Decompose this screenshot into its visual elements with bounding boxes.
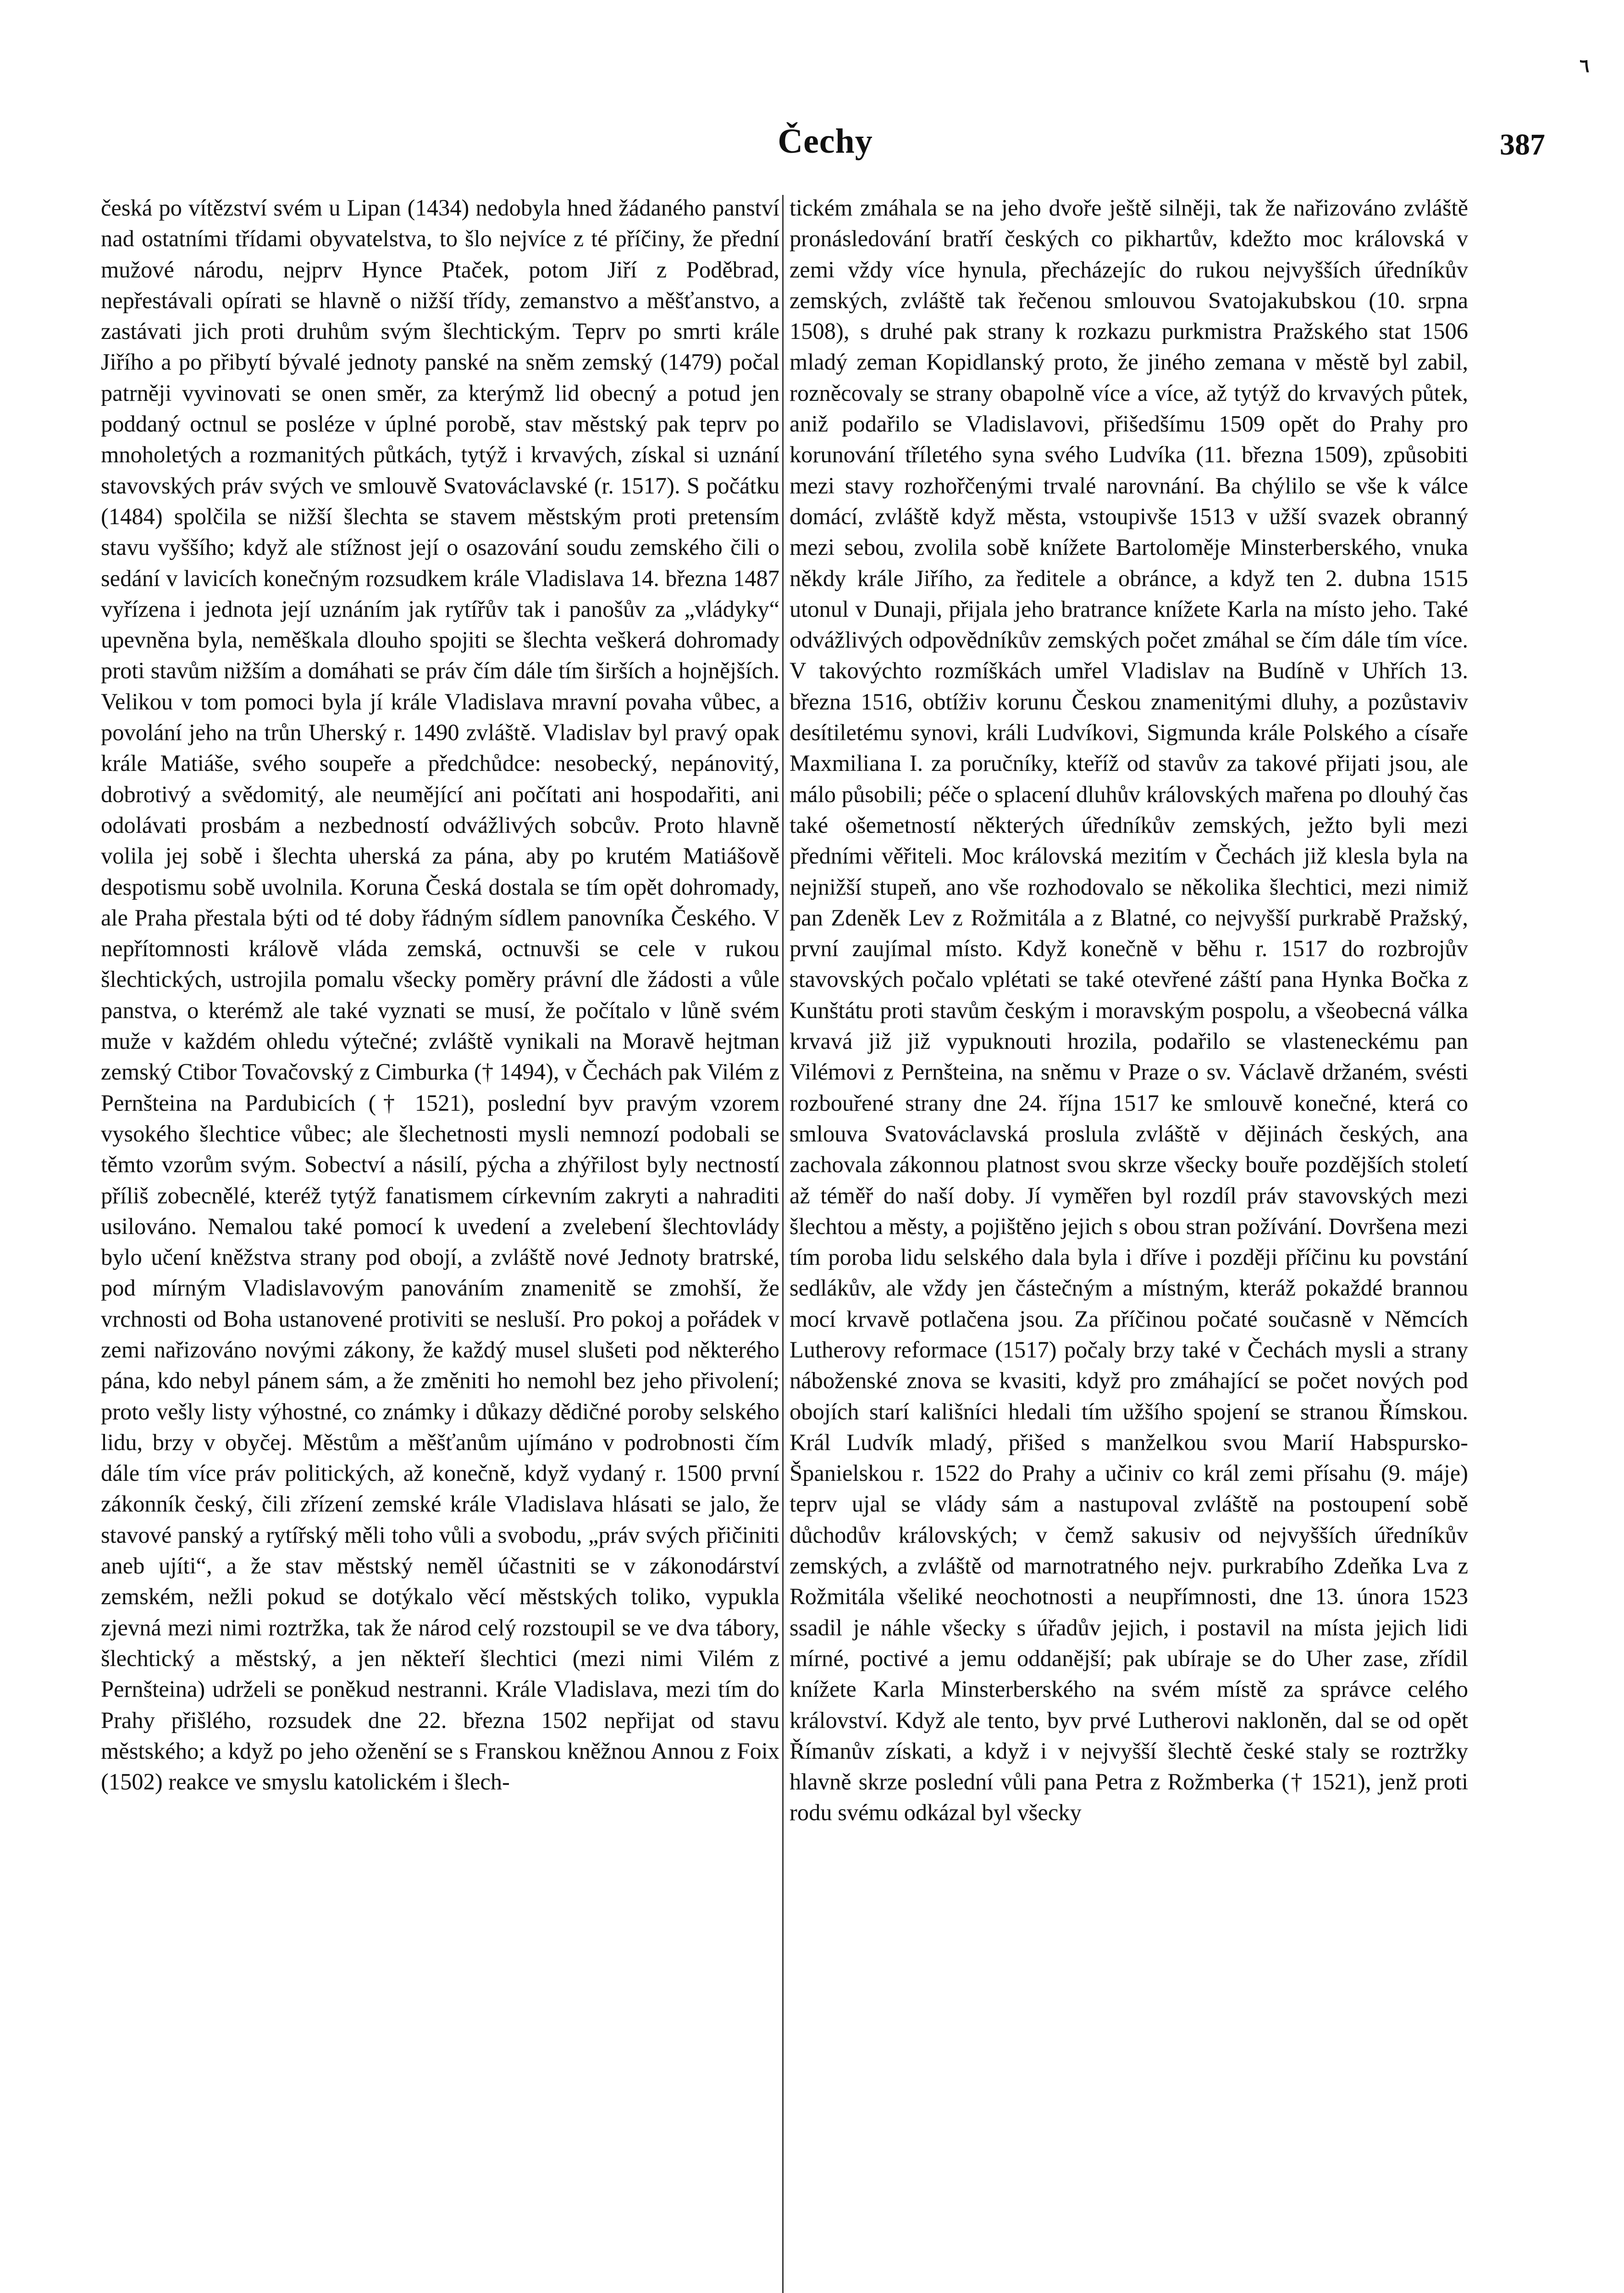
left-column bbox=[101, 193, 779, 1797]
page-number: 387 bbox=[1500, 128, 1545, 161]
right-column bbox=[790, 193, 1468, 1828]
left-column-text: česká po vítězství svém u Lipan (1434) nedobyla hned žádaného panství nad ostatními třídami obyvatelstva, to šlo nejvíce z té příčiny, že přední mužové národu, nejprv Hynce Ptaček, potom Jiří z Poděbrad, nepřestávali opírati se hlavně o nižší třídy, zemanstvo a měšťanstvo, a zastávati jich proti druhům svým šlechtickým. Teprv po smrti krále Jiřího a po přibytí bývalé jednoty panské na sněm zemský (1479) počal patrněji vyvinovati se onen směr, za kterýmž lid obecný a potud jen poddaný octnul se posléze v úplné porobě, stav městský pak teprv po mnoholetých a rozmanitých půtkách, tytýž i krvavých, získal si uznání stavovských práv svých ve smlouvě Svatováclavské (r. 1517). S počátku (1484) spolčila se nižší šlechta se stavem městským proti pretensím stavu vyššího; když ale stížnost její o osazování soudu zemského čili o sedání v lavicích konečným rozsudkem krále Vladislava 14. března 1487 vyřízena i jednota její uznáním jak rytířův tak i panošův za „vládyky“ upevněna byla, neměškala dlouho spojiti se šlechta veškerá dohromady proti stavům nižším a domáhati se práv čím dále tím širších a hojnějších. Velikou v tom pomoci byla jí krále Vladislava mravní povaha vůbec, a povolání jeho na trůn Uherský r. 1490 zvláště. Vladislav byl pravý opak krále Matiáše, svého soupeře a předchůdce: nesobecký, nepánovitý, dobrotivý a svědomitý, ale neumějící ani počítati ani hospodařiti, ani odolávati prosbám a nezbedností odvážlivých sobcův. Proto hlavně volila jej sobě i šlechta uherská za pána, aby po krutém Matiášově despotismu sobě uvolnila. Koruna Česká dostala se tím opět dohromady, ale Praha přestala býti od té doby řádným sídlem panovníka Českého. V nepřítomnosti králově vláda zemská, octnuvši se cele v rukou šlechtických, ustrojila pomalu všecky poměry právní dle žádosti a vůle panstva, o kterémž ale také vyznati se musí, že počítalo v lůně svém muže v každém ohledu výtečné; zvláště vynikali na Moravě hejtman zemský Ctibor Tovačovský z Cimburka († 1494), v Čechách pak Vilém z Pernšteina na Pardubicích († 1521), poslední byv pravým vzorem vysokého šlechtice vůbec; ale šlechetnosti mysli nemnozí podobali se těmto vzorům svým. Sobectví a násilí, pýcha a zhýřilost byly nectností příliš zobecnělé, kteréž tytýž fanatismem církevním zakryti a nahraditi usilováno. Nemalou také pomocí k uvedení a zvelebení šlechtovlády bylo učení kněžstva strany pod obojí, a zvláště nové Jednoty bratrské, pod mírným Vladislavovým panováním znamenitě se zmohší, že vrchnosti od Boha ustanovené protiviti se nesluší. Pro pokoj a pořádek v zemi nařizováno novými zákony, že každý musel slušeti pod některého pána, kdo nebyl pánem sám, a že změniti ho nemohl bez jeho přivolení; proto vešly listy výhostné, co známky i důkazy dědičné poroby selského lidu, brzy v obyčej. Městům a měšťanům ujímáno v podrobnosti čím dále tím více práv politických, až konečně, když vydaný r. 1500 první zákonník český, čili zřízení zemské krále Vladislava hlásati se jalo, že stavové panský a rytířský měli toho vůli a svobodu, „práv svých přičiniti aneb ujíti“, a že stav městský neměl účastniti se v zákonodárství zemském, nežli pokud se dotýkalo věcí městských toliko, vypukla zjevná mezi nimi roztržka, tak že národ celý rozstoupil se ve dva tábory, šlechtický a městský, a jen někteří šlechtici (mezi nimi Vilém z Pernšteina) udrželi se poněkud nestranni. Krále Vladislava, mezi tím do Prahy přišlého, rozsudek dne 22. března 1502 nepřijat od stavu městského; a když po jeho oženění se s Franskou kněžnou Annou z Foix (1502) reakce ve smyslu katolickém i šlech- bbox=[101, 195, 779, 1795]
right-column-text: tickém zmáhala se na jeho dvoře ještě silněji, tak že nařizováno zvláště pronásledování bratří českých co pikhartův, kdežto moc královská v zemi vždy více hynula, přecházejíc do rukou nejvyšších úředníkův zemských, zvláště tak řečenou smlouvou Svatojakubskou (10. srpna 1508), s druhé pak strany k rozkazu purkmistra Pražského stat 1506 mladý zeman Kopidlanský proto, že jiného zemana v městě byl zabil, rozněcovaly se strany obapolně více a více, až tytýž do krvavých půtek, aniž podařilo se Vladislavovi, přišedšímu 1509 opět do Prahy pro korunování tříletého syna svého Ludvíka (11. března 1509), způsobiti mezi stavy rozhořčenými trvalé narovnání. Ba chýlilo se vše k válce domácí, zvláště když města, vstoupivše 1513 v užší svazek obranný mezi sebou, zvolila sobě knížete Bartoloměje Minsterberského, vnuka někdy krále Jiřího, za ředitele a obránce, a když ten 2. dubna 1515 utonul v Dunaji, přijala jeho bratrance knížete Karla na místo jeho. Také odvážlivých odpovědníkův zemských počet zmáhal se čím dále tím více. V takovýchto rozmíškách umřel Vladislav na Budíně v Uhřích 13. března 1516, obtíživ korunu Českou znamenitými dluhy, a pozůstaviv desítiletému synovi, králi Ludvíkovi, Sigmunda krále Polského a císaře Maxmiliana I. za poručníky, kteříž od stavův za takové přijati jsou, ale málo působili; péče o splacení dluhův královských mařena po dlouhý čas také ošemetností některých úředníkův zemských, ježto byli mezi předními věřiteli. Moc královská mezitím v Čechách již klesla byla na nejnižší stupeň, ano vše rozhodovalo se několika šlechtici, mezi nimiž pan Zdeněk Lev z Rožmitála a z Blatné, co nejvyšší purkrabě Pražský, první zaujímal místo. Když konečně v běhu r. 1517 do rozbrojův stavovských počalo vplétati se také otevřené záští pana Hynka Bočka z Kunštátu proti stavům českým i moravským pospolu, a všeobecná válka krvavá již již vypuknouti hrozila, podařilo se vlasteneckému pan Vilémovi z Pernšteina, na sněmu v Praze o sv. Václavě držaném, svésti rozbouřené strany dne 24. října 1517 ke smlouvě konečné, která co smlouva Svatováclavská proslula zvláště v dějinách českých, ana zachovala zákonnou platnost svou skrze všecky bouře pozdějších století až téměř do naší doby. Jí vyměřen byl rozdíl práv stavovských mezi šlechtou a městy, a pojištěno jejich s obou stran požívání. Dovršena mezi tím poroba lidu selského dala byla i dříve i později příčinu ku povstání sedlákův, ale vždy jen částečným a místným, kteráž pokaždé brannou mocí krvavě potlačena jsou. Za příčinou počaté současně v Němcích Lutherovy reformace (1517) počaly brzy také v Čechách mysli a strany náboženské znova se kvasiti, když pro zmáhající se počet nových pod obojích starí kališníci hledali tím užšího spojení se stranou Římskou. Král Ludvík mladý, přišed s manželkou svou Marií Habspurskо-Španielskou r. 1522 do Prahy a učiniv co král zemi přísahu (9. máje) teprv ujal se vlády sám a nastupoval zvláště na postoupení sobě důchodův královských; v čemž sakusiv od nejvyšších úředníkův zemských, a zvláště od marnotratného nejv. purkrabího Zdeňka Lva z Rožmitála všeliké neochotnosti a neupřímnosti, dne 13. února 1523 ssadil je náhle všecky s úřadův jejich, i postavil na místa jejich lidi mírné, poctivé a jemu oddanější; pak ubíraje se do Uher zase, zřídil knížete Karla Minsterberského na svém místě za správce celého království. Když ale tento, byv prvé Lutherovi nakloněn, dal se od opět Římanův získati, a když i v nejvyšší šlechtě české staly se roztržky hlavně skrze poslední vůli pana Petra z Rožmberka († 1521), jenž proti rodu svému odkázal byl všecky bbox=[790, 195, 1468, 1826]
corner-mark: ٦ bbox=[1580, 55, 1590, 76]
running-head: Čechy bbox=[778, 122, 873, 161]
column-divider bbox=[782, 195, 784, 2293]
